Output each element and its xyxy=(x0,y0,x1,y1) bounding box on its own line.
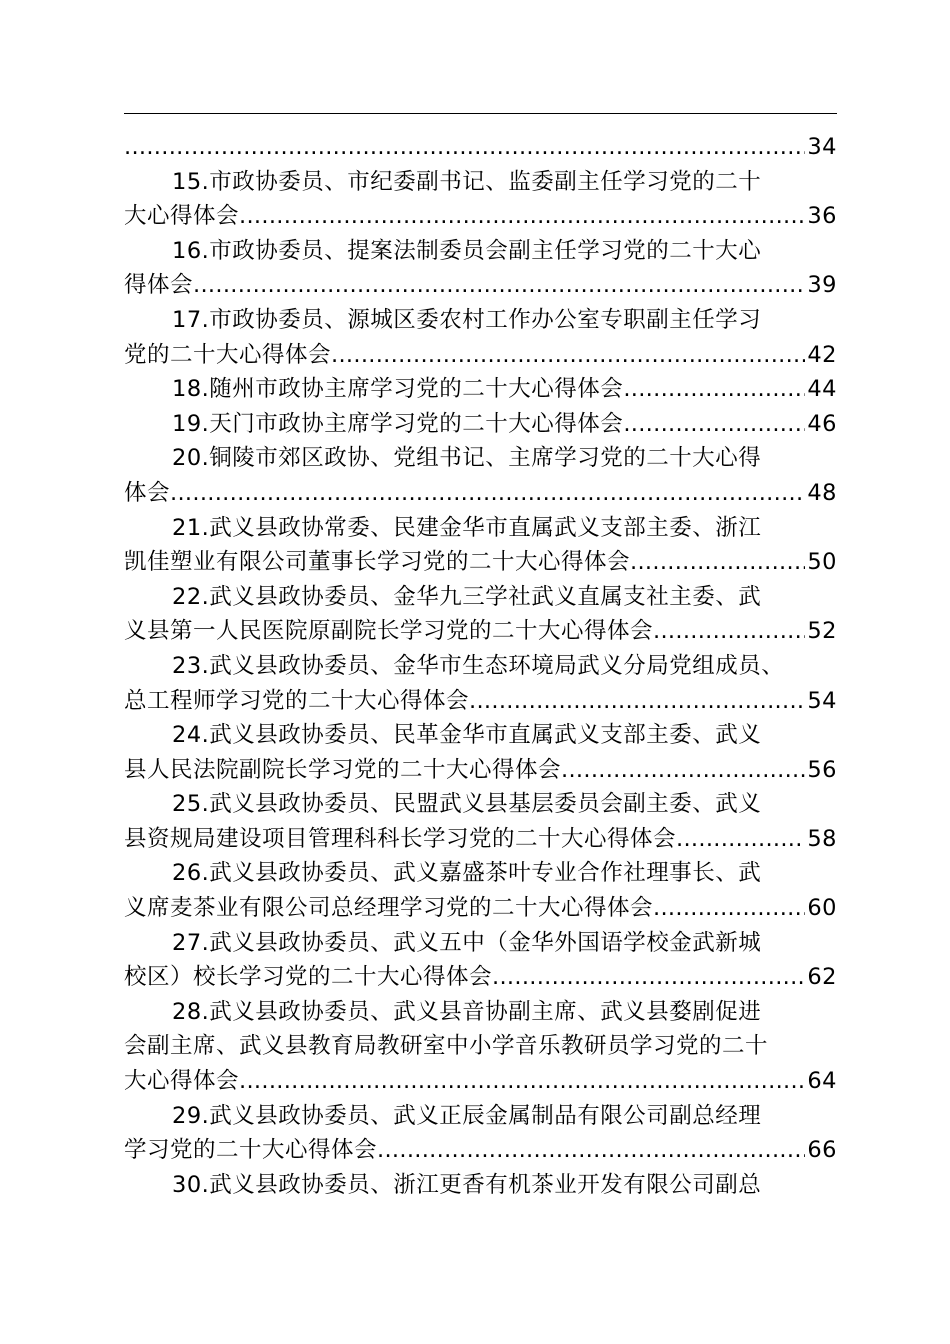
toc-entry-title: 武义县政协委员、武义正辰金属制品有限公司副总经理 xyxy=(209,1102,762,1129)
toc-entry-18[interactable] xyxy=(124,372,837,407)
toc-entry-number: 26. xyxy=(172,860,210,887)
toc-entry-23-line2[interactable] xyxy=(124,684,837,719)
toc-entry-20-line2[interactable] xyxy=(124,476,837,511)
toc-entry-27-line2[interactable] xyxy=(124,960,837,995)
toc-entry-29-line1[interactable] xyxy=(124,1099,837,1134)
toc-continued-line xyxy=(124,130,837,165)
toc-entry-title: 武义县政协委员、民盟武义县基层委员会副主委、武义 xyxy=(209,791,762,818)
toc-leader-dots xyxy=(492,960,805,995)
toc-leader-dots xyxy=(676,822,805,857)
toc-entry-title-cont: 大心得体会 xyxy=(124,203,240,230)
toc-entry-number: 17. xyxy=(172,306,210,333)
toc-entry-title-cont: 学习党的二十大心得体会 xyxy=(124,1137,378,1164)
toc-entry-number: 16. xyxy=(172,237,210,264)
toc-entry-title-cont: 义县第一人民医院原副院长学习党的二十大心得体会 xyxy=(124,618,654,645)
toc-page-number: 58 xyxy=(807,825,837,852)
toc-entry-title-cont: 大心得体会 xyxy=(124,1068,240,1095)
toc-entry-title: 市政协委员、提案法制委员会副主任学习党的二十大心 xyxy=(209,237,762,264)
toc-entry-27-line1[interactable] xyxy=(124,926,837,961)
toc-leader-dots xyxy=(653,614,805,649)
toc-entry-16-line1[interactable] xyxy=(124,234,837,269)
toc-entry-title: 武义县政协委员、浙江更香有机茶业开发有限公司副总 xyxy=(209,1171,762,1198)
toc-entry-29-line2[interactable] xyxy=(124,1133,837,1168)
toc-entry-number: 30. xyxy=(172,1171,210,1198)
toc-entry-24-line1[interactable] xyxy=(124,718,837,753)
toc-entry-number: 15. xyxy=(172,168,210,195)
toc-page-number: 46 xyxy=(807,410,837,437)
toc-entry-19[interactable] xyxy=(124,407,837,442)
toc-entry-17-line2[interactable] xyxy=(124,338,837,373)
toc-leader-dots xyxy=(193,268,805,303)
toc-entry-title-cont: 义席麦茶业有限公司总经理学习党的二十大心得体会 xyxy=(124,895,654,922)
toc-entry-title: 武义县政协常委、民建金华市直属武义支部主委、浙江 xyxy=(209,514,762,541)
toc-page-number: 54 xyxy=(807,687,837,714)
toc-leader-dots xyxy=(653,891,805,926)
toc-entry-24-line2[interactable] xyxy=(124,753,837,788)
toc-page-number: 64 xyxy=(807,1068,837,1095)
toc-leader-dots xyxy=(623,407,805,442)
toc-entry-title-cont: 党的二十大心得体会 xyxy=(124,341,332,368)
toc-leader-dots xyxy=(623,372,805,407)
toc-entry-title: 随州市政协主席学习党的二十大心得体会 xyxy=(209,376,624,403)
toc-entry-21-line1[interactable] xyxy=(124,511,837,546)
toc-page-number: 50 xyxy=(807,549,837,576)
toc-page-number: 52 xyxy=(807,618,837,645)
toc-leader-dots xyxy=(630,545,805,580)
toc-entry-title-cont: 校区）校长学习党的二十大心得体会 xyxy=(124,964,493,991)
toc-entry-30-line1[interactable] xyxy=(124,1168,837,1203)
toc-leader-dots xyxy=(469,684,805,719)
toc-page-number: 60 xyxy=(807,895,837,922)
toc-page-number: 48 xyxy=(807,479,837,506)
toc-page-number: 62 xyxy=(807,964,837,991)
toc-entry-number: 18. xyxy=(172,376,210,403)
toc-entry-number: 20. xyxy=(172,445,210,472)
toc-entry-number: 22. xyxy=(172,583,210,610)
toc-entry-title-cont: 凯佳塑业有限公司董事长学习党的二十大心得体会 xyxy=(124,549,631,576)
toc-entry-title: 天门市政协主席学习党的二十大心得体会 xyxy=(209,410,624,437)
table-of-contents xyxy=(124,130,837,1202)
toc-page-number: 39 xyxy=(807,272,837,299)
toc-entry-title-cont: 县资规局建设项目管理科科长学习党的二十大心得体会 xyxy=(124,825,677,852)
toc-entry-21-line2[interactable] xyxy=(124,545,837,580)
toc-entry-23-line1[interactable] xyxy=(124,649,837,684)
toc-entry-15-line1[interactable] xyxy=(124,165,837,200)
toc-entry-title: 武义县政协委员、武义县音协副主席、武义县婺剧促进 xyxy=(209,998,762,1025)
toc-entry-28-line2[interactable] xyxy=(124,1029,837,1064)
toc-entry-20-line1[interactable] xyxy=(124,441,837,476)
toc-page-number: 44 xyxy=(807,376,837,403)
toc-entry-25-line2[interactable] xyxy=(124,822,837,857)
toc-leader-dots xyxy=(239,199,805,234)
toc-entry-title: 市政协委员、源城区委农村工作办公室专职副主任学习 xyxy=(209,306,762,333)
toc-entry-number: 25. xyxy=(172,791,210,818)
toc-entry-number: 23. xyxy=(172,652,210,679)
toc-entry-26-line1[interactable] xyxy=(124,856,837,891)
toc-entry-title-cont: 体会 xyxy=(124,479,171,506)
toc-entry-number: 19. xyxy=(172,410,210,437)
toc-entry-title: 武义县政协委员、武义嘉盛茶叶专业合作社理事长、武 xyxy=(209,860,762,887)
toc-entry-number: 24. xyxy=(172,722,210,749)
toc-entry-title: 武义县政协委员、武义五中（金华外国语学校金武新城 xyxy=(209,929,762,956)
toc-leader-dots xyxy=(239,1064,805,1099)
toc-entry-title-cont: 县人民法院副院长学习党的二十大心得体会 xyxy=(124,756,562,783)
toc-entry-17-line1[interactable] xyxy=(124,303,837,338)
header-rule xyxy=(124,113,837,114)
toc-entry-22-line2[interactable] xyxy=(124,614,837,649)
toc-entry-25-line1[interactable] xyxy=(124,787,837,822)
toc-entry-title-cont: 总工程师学习党的二十大心得体会 xyxy=(124,687,470,714)
toc-entry-number: 27. xyxy=(172,929,210,956)
toc-entry-title-cont: 会副主席、武义县教育局教研室中小学音乐教研员学习党的二十 xyxy=(124,1033,769,1060)
toc-page-number: 56 xyxy=(807,756,837,783)
toc-leader-dots xyxy=(170,476,805,511)
toc-leader-dots xyxy=(124,130,805,165)
toc-entry-title: 武义县政协委员、民革金华市直属武义支部主委、武义 xyxy=(209,722,762,749)
toc-entry-22-line1[interactable] xyxy=(124,580,837,615)
toc-leader-dots xyxy=(377,1133,805,1168)
toc-entry-16-line2[interactable] xyxy=(124,268,837,303)
toc-entry-28-line3[interactable] xyxy=(124,1064,837,1099)
toc-leader-dots xyxy=(561,753,805,788)
toc-entry-26-line2[interactable] xyxy=(124,891,837,926)
toc-page-number: 36 xyxy=(807,203,837,230)
toc-page-number: 42 xyxy=(807,341,837,368)
toc-entry-number: 21. xyxy=(172,514,210,541)
toc-page-number: 34 xyxy=(807,134,837,160)
toc-entry-28-line1[interactable] xyxy=(124,995,837,1030)
toc-leader-dots xyxy=(331,338,805,373)
toc-entry-title: 武义县政协委员、金华市生态环境局武义分局党组成员、 xyxy=(209,652,785,679)
toc-entry-title-cont: 得体会 xyxy=(124,272,194,299)
toc-entry-15-line2[interactable] xyxy=(124,199,837,234)
toc-entry-title: 武义县政协委员、金华九三学社武义直属支社主委、武 xyxy=(209,583,762,610)
toc-entry-number: 29. xyxy=(172,1102,210,1129)
toc-page-number: 66 xyxy=(807,1137,837,1164)
toc-entry-title: 铜陵市郊区政协、党组书记、主席学习党的二十大心得 xyxy=(209,445,762,472)
toc-entry-number: 28. xyxy=(172,998,210,1025)
toc-entry-title: 市政协委员、市纪委副书记、监委副主任学习党的二十 xyxy=(209,168,762,195)
